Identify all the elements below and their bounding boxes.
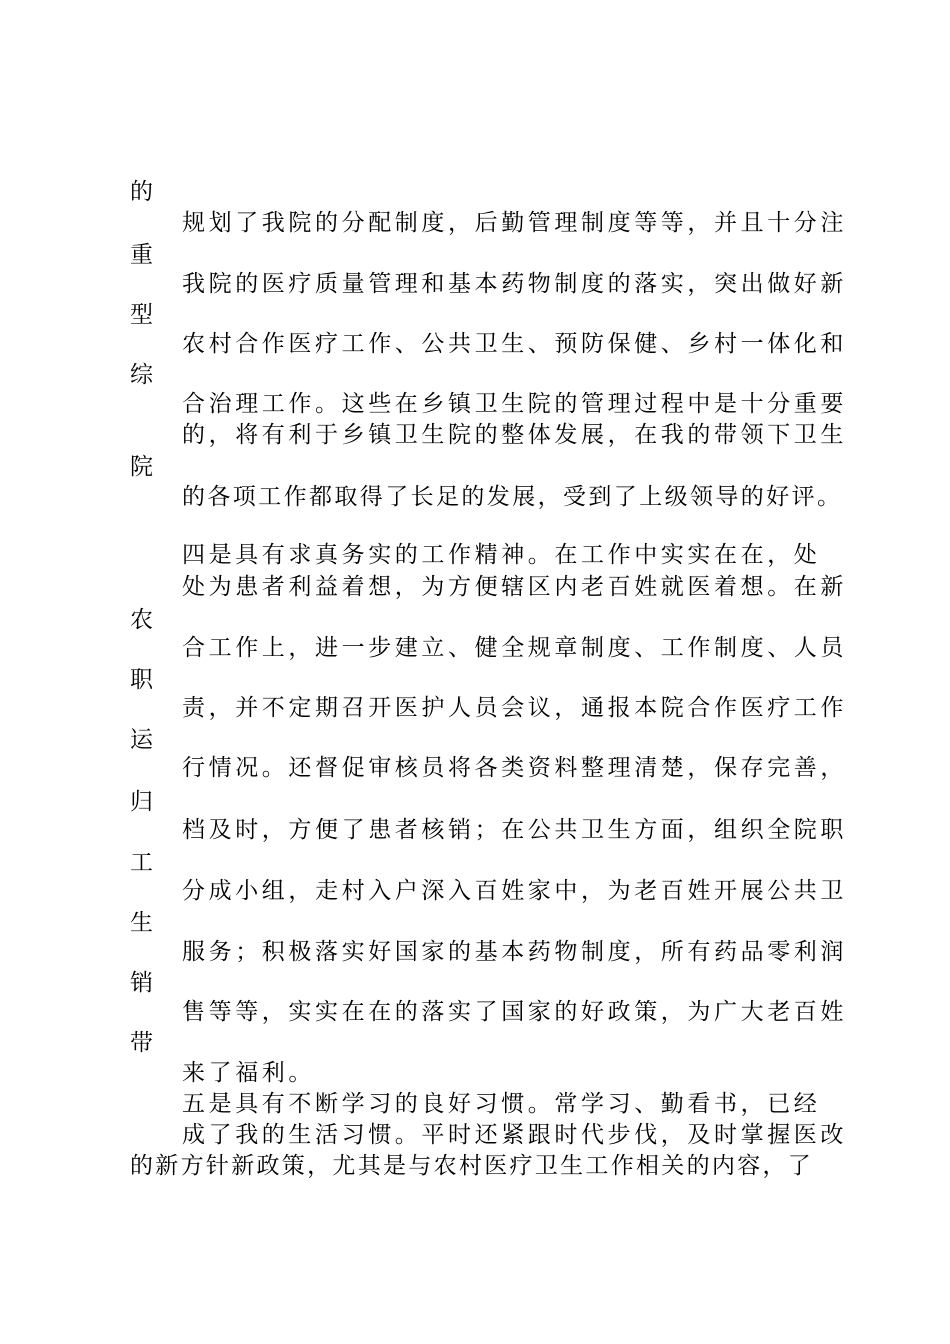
margin-char: 销 — [130, 970, 153, 996]
text-line: 责，并不定期召开医护人员会议，通报本院合作医疗工作 — [182, 695, 847, 721]
margin-char: 型 — [130, 302, 153, 328]
margin-char: 综 — [130, 362, 153, 388]
text-line: 四是具有求真务实的工作精神。在工作中实实在在，处 — [182, 542, 821, 568]
text-line: 的，将有利于乡镇卫生院的整体发展，在我的带领下卫生 — [182, 422, 847, 448]
margin-char: 职 — [130, 667, 153, 693]
text-line: 我院的医疗质量管理和基本药物制度的落实，突出做好新 — [182, 271, 847, 297]
text-line: 的各项工作都取得了长足的发展，受到了上级领导的好评。 — [182, 484, 843, 510]
text-line: 合治理工作。这些在乡镇卫生院的管理过程中是十分重要 — [182, 391, 847, 417]
text-line: 的新方针新政策，尤其是与农村医疗卫生工作相关的内容，了 — [130, 1153, 814, 1179]
margin-char: 院 — [130, 454, 153, 480]
text-line: 农村合作医疗工作、公共卫生、预防保健、乡村一体化和 — [182, 331, 847, 357]
text-line: 成了我的生活习惯。平时还紧跟时代步伐，及时掌握医改 — [182, 1122, 847, 1148]
text-line: 处为患者利益着想，为方便辖区内老百姓就医着想。在新 — [182, 574, 847, 600]
text-line: 售等等，实实在在的落实了国家的好政策，为广大老百姓 — [182, 999, 847, 1025]
text-line: 规划了我院的分配制度，后勤管理制度等等，并且十分注 — [182, 210, 847, 236]
text-line: 档及时，方便了患者核销；在公共卫生方面，组织全院职 — [182, 817, 847, 843]
margin-char: 生 — [130, 910, 153, 936]
margin-char: 重 — [130, 242, 153, 268]
text-line: 分成小组，走村入户深入百姓家中，为老百姓开展公共卫 — [182, 878, 847, 904]
margin-char: 工 — [130, 850, 153, 876]
margin-char: 运 — [130, 727, 153, 753]
text-line: 合工作上，进一步建立、健全规章制度、工作制度、人员 — [182, 635, 847, 661]
text-line: 服务；积极落实好国家的基本药物制度，所有药品零利润 — [182, 939, 847, 965]
text-line: 来了福利。 — [182, 1060, 315, 1086]
margin-char: 农 — [130, 607, 153, 633]
margin-char: 带 — [130, 1030, 153, 1056]
margin-char: 的 — [130, 179, 153, 205]
margin-char: 归 — [130, 789, 153, 815]
text-line: 五是具有不断学习的良好习惯。常学习、勤看书，已经 — [182, 1091, 821, 1117]
text-line: 行情况。还督促审核员将各类资料整理清楚，保存完善， — [182, 755, 847, 781]
